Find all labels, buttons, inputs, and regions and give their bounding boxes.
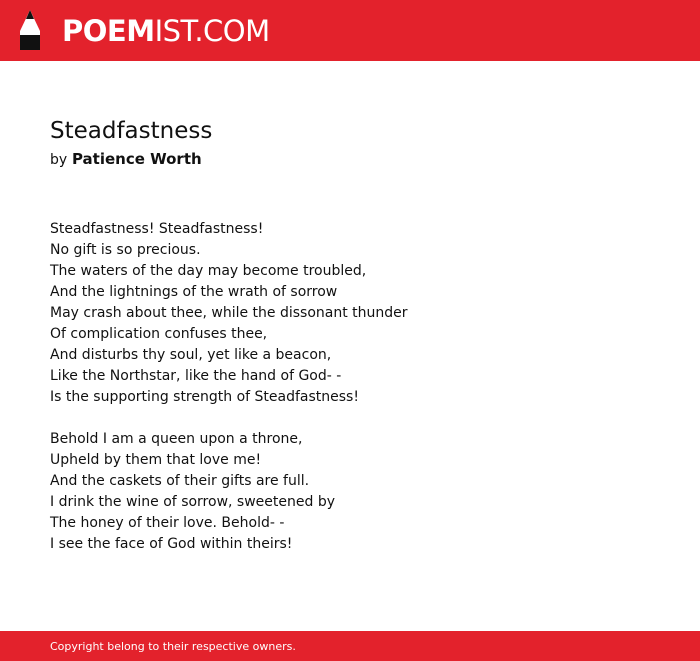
poem-line: I see the face of God within theirs! xyxy=(50,536,293,552)
poem-line: Upheld by them that love me! xyxy=(50,452,262,468)
pencil-icon xyxy=(18,9,42,51)
poem-body xyxy=(50,219,650,576)
poem-line: Steadfastness! Steadfastness! xyxy=(50,221,264,237)
site-logo[interactable] xyxy=(62,13,270,49)
poem-line: Behold I am a queen upon a throne, xyxy=(50,431,303,447)
copyright-notice: Copyright belong to their respective owners. xyxy=(50,640,296,653)
poem-line: The honey of their love. Behold- - xyxy=(50,515,285,531)
poem-line: And the lightnings of the wrath of sorrow xyxy=(50,284,338,300)
site-header xyxy=(0,0,700,61)
poem-line: Like the Northstar, like the hand of God- - xyxy=(50,368,342,384)
poem-line: And the caskets of their gifts are full. xyxy=(50,473,310,489)
logo-light-text: IST.COM xyxy=(154,14,270,48)
poem-line: May crash about thee, while the dissonant thunder xyxy=(50,305,408,321)
poem-title: Steadfastness xyxy=(50,118,213,144)
author-name: Patience Worth xyxy=(71,150,202,168)
poem-line: Of complication confuses thee, xyxy=(50,326,268,342)
site-footer xyxy=(0,631,700,661)
poem-line: No gift is so precious. xyxy=(50,242,201,258)
poem-line: The waters of the day may become troubled, xyxy=(50,263,367,279)
poem-line: And disturbs thy soul, yet like a beacon, xyxy=(50,347,332,363)
byline xyxy=(50,150,202,169)
stanza xyxy=(50,429,650,555)
poem-line: Is the supporting strength of Steadfastness! xyxy=(50,389,359,405)
by-label: by xyxy=(50,152,68,168)
stanza xyxy=(50,219,650,408)
logo-bold-text: POEM xyxy=(62,14,155,48)
poem-line: I drink the wine of sorrow, sweetened by xyxy=(50,494,335,510)
